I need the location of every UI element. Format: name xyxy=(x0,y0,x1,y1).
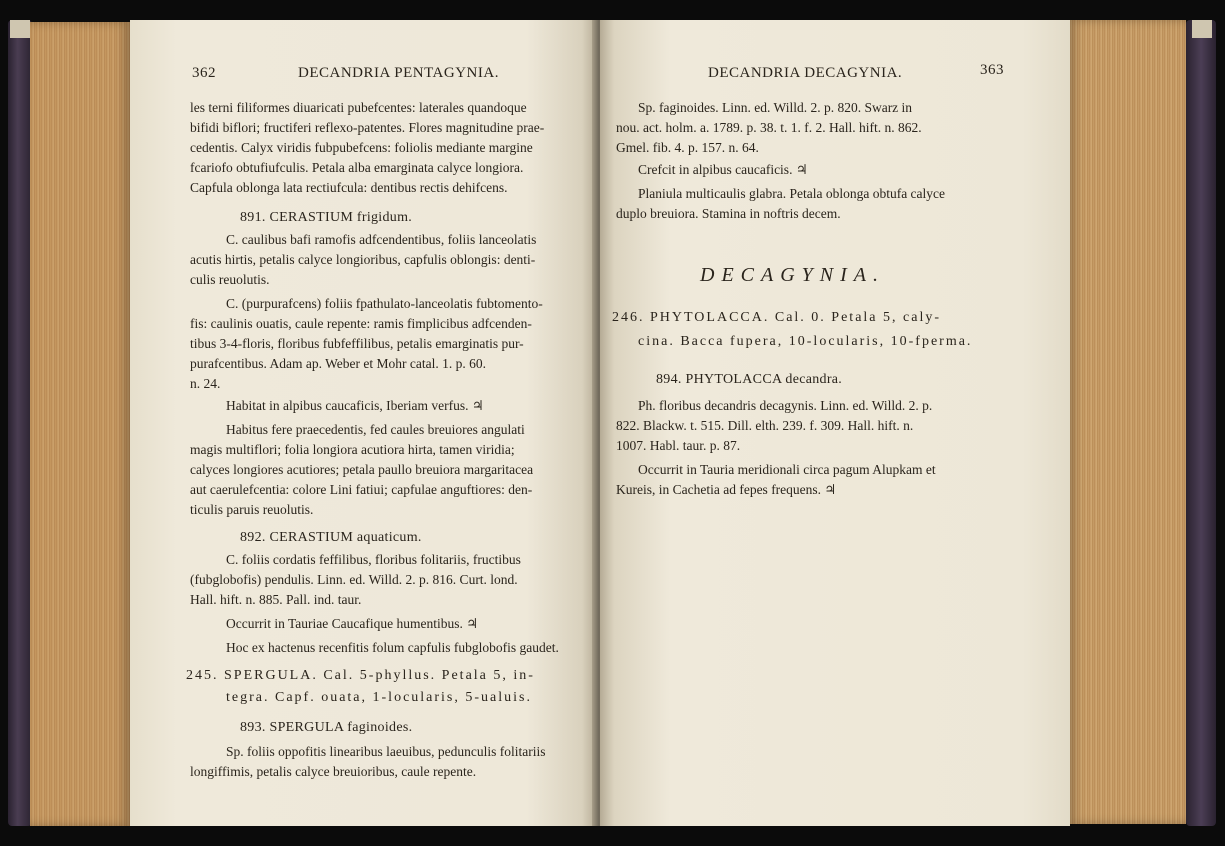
species-heading: 892. CERASTIUM aquaticum. xyxy=(240,530,422,545)
corner-tab xyxy=(10,20,30,38)
text-line: Hoc ex hactenus recenfitis folum capfulis fubglobofis gaudet. xyxy=(226,640,559,655)
species-heading: 894. PHYTOLACCA decandra. xyxy=(656,372,843,387)
text-line: 822. Blackw. t. 515. Dill. elth. 239. f. 309. Hall. hift. n. xyxy=(616,418,914,433)
text-line: duplo breuiora. Stamina in noftris decem. xyxy=(616,206,841,221)
left-cover-edge xyxy=(8,20,32,826)
text-line: fis: caulinis ouatis, caule repente: ramis fimplicibus adfcenden- xyxy=(190,316,532,331)
text-line: Sp. faginoides. Linn. ed. Willd. 2. p. 820. Swarz in xyxy=(638,100,913,115)
text-line: Crefcit in alpibus caucaficis. ♃ xyxy=(638,162,808,177)
text-line: bifidi biflori; fructiferi reflexo-patentes. Flores magnitudine prae- xyxy=(190,120,545,135)
text-line: Capfula oblonga lata rectiufcula: dentibus rectis dehifcens. xyxy=(190,180,508,195)
text-line: Sp. foliis oppofitis linearibus laeuibus, pedunculis folitariis xyxy=(226,744,546,759)
text-line: magis multiflori; folia longiora acutiora hirta, tamen viridia; xyxy=(190,442,515,457)
genus-heading: tegra. Capf. ouata, 1-locularis, 5-ualuis. xyxy=(226,690,532,705)
text-line: (fubglobofis) pendulis. Linn. ed. Willd. 2. p. 816. Curt. lond. xyxy=(190,572,518,587)
text-line: ticulis paruis reuolutis. xyxy=(190,502,314,517)
right-cover-edge xyxy=(1186,20,1216,826)
text-line: Occurrit in Tauriae Caucafique humentibus. ♃ xyxy=(226,616,479,631)
genus-heading: 245. SPERGULA. Cal. 5-phyllus. Petala 5, in- xyxy=(186,668,535,683)
text-line: les terni filiformes diuaricati pubefcentes: laterales quandoque xyxy=(190,100,527,115)
text-line: C. (purpurafcens) foliis fpathulato-lanceolatis fubtomento- xyxy=(226,296,543,311)
page-number: 362 xyxy=(192,65,216,81)
text-line: Gmel. fib. 4. p. 157. n. 64. xyxy=(616,140,759,155)
text-line: purafcentibus. Adam ap. Weber et Mohr catal. 1. p. 60. xyxy=(190,356,486,371)
text-line: Planiula multicaulis glabra. Petala oblonga obtufa calyce xyxy=(638,186,946,201)
genus-heading: cina. Bacca fupera, 10-locularis, 10-fperma. xyxy=(638,334,973,349)
running-head: DECANDRIA DECAGYNIA. xyxy=(708,65,903,81)
running-head: DECANDRIA PENTAGYNIA. xyxy=(298,65,499,81)
text-line: Habitat in alpibus caucaficis, Iberiam verfus. ♃ xyxy=(226,398,485,413)
left-page xyxy=(130,20,596,826)
species-heading: 891. CERASTIUM frigidum. xyxy=(240,210,413,225)
section-heading: DECAGYNIA. xyxy=(700,264,885,286)
corner-tab xyxy=(1192,20,1212,38)
text-line: nou. act. holm. a. 1789. p. 38. t. 1. f. 2. Hall. hift. n. 862. xyxy=(616,120,922,135)
text-line: 1007. Habl. taur. p. 87. xyxy=(616,438,741,453)
text-line: Ph. floribus decandris decagynis. Linn. ed. Willd. 2. p. xyxy=(638,398,933,413)
text-line: aut caerulefcentia: colore Lini fatiui; capfulae anguftiores: den- xyxy=(190,482,533,497)
text-line: fcariofo obtufiufculis. Petala alba emarginata calyce longiora. xyxy=(190,160,524,175)
text-line: tibus 3-4-floris, floribus fubfeffilibus, petalis emarginatis pur- xyxy=(190,336,524,351)
text-line: longiffimis, petalis calyce breuioribus, caule repente. xyxy=(190,764,477,779)
text-line: calyces longiores acutiores; petala paullo breuiora margaritacea xyxy=(190,462,534,477)
text-line: Hall. hift. n. 885. Pall. ind. taur. xyxy=(190,592,362,607)
text-line: culis reuolutis. xyxy=(190,272,270,287)
text-line: C. foliis cordatis feffilibus, floribus folitariis, fructibus xyxy=(226,552,521,567)
right-page-block xyxy=(1068,20,1186,824)
text-line: acutis hirtis, petalis calyce longioribus, capfulis oblongis: denti- xyxy=(190,252,536,267)
genus-heading: 246. PHYTOLACCA. Cal. 0. Petala 5, caly- xyxy=(612,310,941,325)
species-heading: 893. SPERGULA faginoides. xyxy=(240,720,413,735)
page-number: 363 xyxy=(980,62,1004,78)
right-page xyxy=(600,20,1070,826)
text-line: cedentis. Calyx viridis fubpubefcens: foliolis mediante margine xyxy=(190,140,533,155)
left-page-block xyxy=(30,22,130,826)
text-line: Kureis, in Cachetia ad fepes frequens. ♃ xyxy=(616,482,837,497)
text-line: Occurrit in Tauria meridionali circa pagum Alupkam et xyxy=(638,462,936,477)
text-line: Habitus fere praecedentis, fed caules breuiores angulati xyxy=(226,422,525,437)
text-line: C. caulibus bafi ramofis adfcendentibus, foliis lanceolatis xyxy=(226,232,537,247)
text-line: n. 24. xyxy=(190,376,221,391)
